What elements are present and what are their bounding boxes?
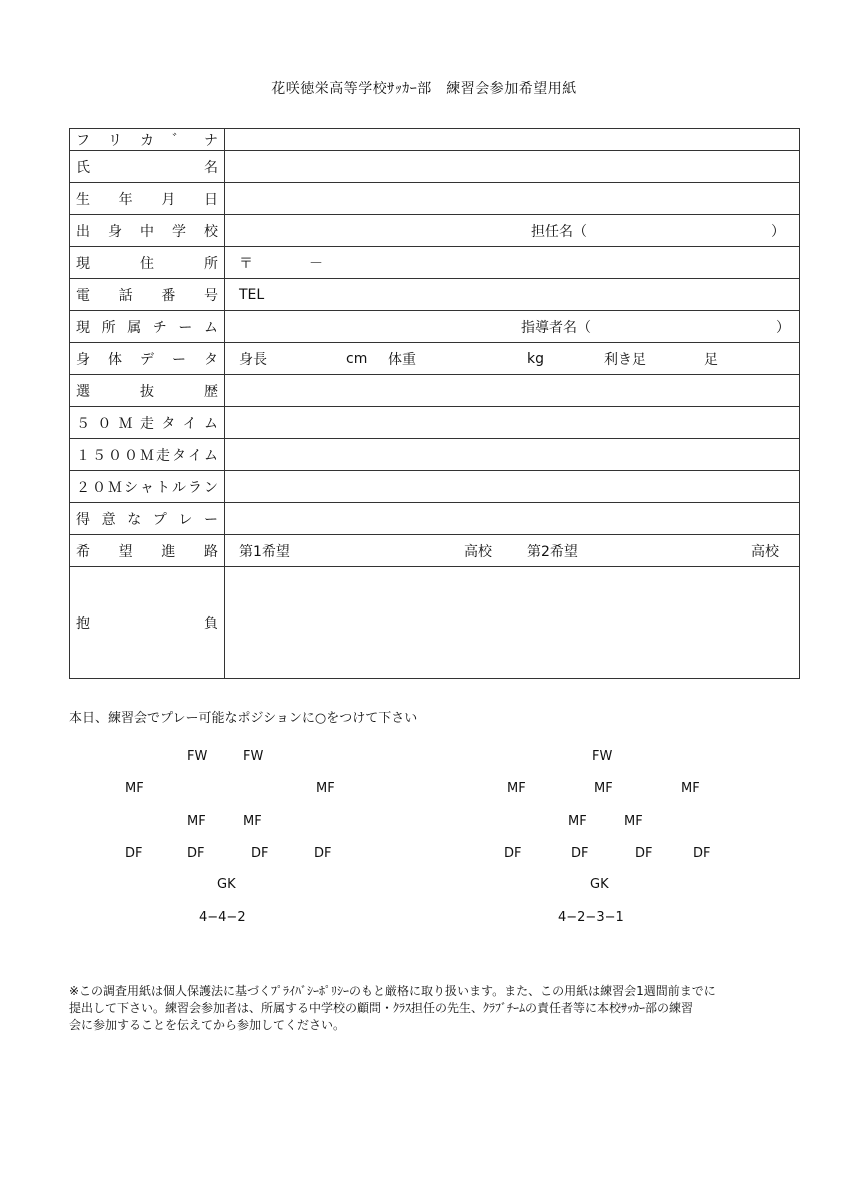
position-df-2[interactable]: DF <box>187 846 205 861</box>
row-label-char: 路 <box>203 543 218 560</box>
position-mf-top-1[interactable]: MF <box>507 781 526 796</box>
row-value-field[interactable] <box>225 215 800 247</box>
row-label-char: 氏 <box>76 159 90 176</box>
second-choice-label: 第2希望 <box>527 543 578 560</box>
row-value-field[interactable] <box>225 151 800 183</box>
position-df-4[interactable]: DF <box>693 846 711 861</box>
height-unit: cm <box>346 350 368 367</box>
first-choice-label: 第1希望 <box>239 543 290 560</box>
row-label-char: Ｍ <box>118 415 133 432</box>
row-label <box>70 129 225 151</box>
note-line-3: 会に参加することを伝えてから参加してください。 <box>69 1018 346 1032</box>
row-label-char: フ <box>76 132 90 149</box>
row-label-char: Ｍ <box>108 479 122 496</box>
form-row <box>70 407 800 439</box>
position-df-1[interactable]: DF <box>504 846 522 861</box>
row-label-char: カ <box>140 132 154 149</box>
row-label-char: 得 <box>76 511 90 528</box>
row-label <box>70 247 225 279</box>
position-instruction: 本日、練習会でプレー可能なポジションに○をつけて下さい <box>69 711 418 726</box>
note-line-2: 提出して下さい。練習会参加者は、所属する中学校の顧問・ｸﾗｽ担任の先生、ｸﾗﾌﾞﾁｰﾑの責任者等に本校ｻｯｶｰ部の練習 <box>69 1001 694 1015</box>
position-df-2[interactable]: DF <box>571 846 589 861</box>
row-label-char: プ <box>152 511 167 528</box>
form-row <box>70 535 800 567</box>
application-form-table <box>69 128 800 679</box>
row-value-field[interactable] <box>225 503 800 535</box>
form-row <box>70 375 800 407</box>
note-line-1: ※この調査用紙は個人保護法に基づくﾌﾟﾗｲﾊﾞｼｰﾎﾟﾘｼｰのもと厳格に取り扱います。また、この用紙は練習会1週間前までに <box>69 984 716 998</box>
position-fw-1[interactable]: FW <box>187 749 208 764</box>
row-label <box>70 215 225 247</box>
row-label-char: 現 <box>76 319 90 336</box>
row-label-char: 名 <box>204 159 218 176</box>
position-fw-2[interactable]: FW <box>243 749 264 764</box>
row-label-char: な <box>127 511 142 528</box>
school-suffix-2: 高校 <box>751 543 779 560</box>
coach-name-label: 指導者名（ <box>521 319 591 336</box>
page-title: 花咲徳栄高等学校ｻｯｶｰ部 練習会参加希望用紙 <box>271 81 577 97</box>
position-df-4[interactable]: DF <box>314 846 332 861</box>
row-label-char: 住 <box>140 255 154 272</box>
position-mf-center-2[interactable]: MF <box>243 814 262 829</box>
row-label <box>70 343 225 375</box>
row-label <box>70 567 225 679</box>
row-label-char: 走 <box>156 447 170 464</box>
row-label-char: ル <box>172 479 186 496</box>
row-label-char: ー <box>178 319 193 336</box>
row-label-char: ム <box>203 415 218 432</box>
row-label-char: 進 <box>161 543 176 560</box>
homeroom-teacher-label: 担任名（ <box>531 223 587 240</box>
row-label-char: デ <box>140 351 154 368</box>
row-label-char: ０ <box>92 479 106 496</box>
row-label-char: 意 <box>101 511 116 528</box>
row-value-field[interactable] <box>225 311 800 343</box>
row-label-char: ナ <box>204 132 218 149</box>
row-label-char: ５ <box>76 415 90 432</box>
row-label-char: タ <box>172 447 186 464</box>
position-mf-center-1[interactable]: MF <box>187 814 206 829</box>
row-label-char: ム <box>203 319 218 336</box>
row-label-char: 話 <box>118 287 133 304</box>
weight-label: 体重 <box>388 351 416 368</box>
weight-unit: kg <box>527 350 544 367</box>
row-label-char: 番 <box>161 287 176 304</box>
row-label-char: チ <box>152 319 167 336</box>
row-label-char: 負 <box>204 615 218 632</box>
row-value-field[interactable] <box>225 439 800 471</box>
row-label-char: 年 <box>118 191 133 208</box>
row-label <box>70 407 225 439</box>
position-mf-center-1[interactable]: MF <box>568 814 587 829</box>
row-label <box>70 151 225 183</box>
row-label-char: レ <box>178 511 193 528</box>
postal-dash: － <box>309 255 323 272</box>
tel-label: TEL <box>239 286 265 303</box>
row-value-field[interactable] <box>225 279 800 311</box>
row-label-char: ト <box>156 479 170 496</box>
row-label-char: リ <box>108 132 122 149</box>
row-label-char: ５ <box>92 447 106 464</box>
row-label <box>70 471 225 503</box>
row-value-field[interactable] <box>225 247 800 279</box>
row-label-char: 月 <box>161 191 176 208</box>
row-label-char: タ <box>161 415 176 432</box>
row-label-char: ０ <box>97 415 112 432</box>
form-row <box>70 343 800 375</box>
row-label-char: ０ <box>124 447 138 464</box>
position-df-1[interactable]: DF <box>125 846 143 861</box>
row-value-field[interactable] <box>225 183 800 215</box>
row-value-field[interactable] <box>225 535 800 567</box>
position-gk[interactable]: GK <box>590 877 609 892</box>
row-label-char: ャ <box>140 479 154 496</box>
form-row <box>70 439 800 471</box>
row-label <box>70 375 225 407</box>
row-label-char: １ <box>76 447 90 464</box>
form-row <box>70 183 800 215</box>
row-label-char: タ <box>204 351 218 368</box>
row-label-char: 希 <box>76 543 90 560</box>
position-mf-right[interactable]: MF <box>316 781 335 796</box>
row-label-char: 出 <box>76 223 90 240</box>
position-mf-top-2[interactable]: MF <box>594 781 613 796</box>
row-label-char: 身 <box>108 223 122 240</box>
row-label-char: イ <box>188 447 202 464</box>
row-label-char: ー <box>172 351 186 368</box>
formation-name: 4−4−2 <box>199 910 246 925</box>
row-label <box>70 503 225 535</box>
row-label-char: ゛ <box>172 132 186 149</box>
position-mf-left[interactable]: MF <box>125 781 144 796</box>
school-suffix-1: 高校 <box>464 543 492 560</box>
position-df-3[interactable]: DF <box>635 846 653 861</box>
row-label-char: 歴 <box>204 383 218 400</box>
row-label-char: Ｍ <box>140 447 154 464</box>
row-label-char: 抱 <box>76 615 90 632</box>
form-row <box>70 279 800 311</box>
row-value-field[interactable] <box>225 129 800 151</box>
form-row <box>70 247 800 279</box>
row-label-char: 選 <box>76 383 90 400</box>
row-label-char: 望 <box>118 543 133 560</box>
row-value-field[interactable] <box>225 343 800 375</box>
row-label-char: 身 <box>76 351 90 368</box>
row-label-char: 学 <box>172 223 186 240</box>
row-value-field[interactable] <box>225 567 800 679</box>
row-label <box>70 183 225 215</box>
row-label <box>70 535 225 567</box>
row-label <box>70 279 225 311</box>
row-label-char: 抜 <box>140 383 154 400</box>
position-df-3[interactable]: DF <box>251 846 269 861</box>
close-paren: ） <box>771 223 785 240</box>
row-label <box>70 439 225 471</box>
form-row <box>70 311 800 343</box>
row-label-char: 生 <box>76 191 90 208</box>
row-label-char: ム <box>204 447 218 464</box>
row-label-char: 所 <box>101 319 116 336</box>
position-gk[interactable]: GK <box>217 877 236 892</box>
position-fw-1[interactable]: FW <box>592 749 613 764</box>
form-row <box>70 567 800 679</box>
row-label-char: 日 <box>203 191 218 208</box>
row-label-char: ン <box>204 479 218 496</box>
row-label-char: イ <box>182 415 197 432</box>
row-label-char: 現 <box>76 255 90 272</box>
form-row <box>70 129 800 151</box>
formation-name: 4−2−3−1 <box>558 910 624 925</box>
row-label-char: 号 <box>203 287 218 304</box>
form-row <box>70 151 800 183</box>
row-label-char: シ <box>124 479 138 496</box>
row-label <box>70 311 225 343</box>
row-label-char: 属 <box>127 319 142 336</box>
close-paren: ） <box>776 319 790 336</box>
row-label-char: 電 <box>76 287 90 304</box>
position-mf-center-2[interactable]: MF <box>624 814 643 829</box>
row-value-field[interactable] <box>225 407 800 439</box>
row-label-char: ー <box>203 511 218 528</box>
dominant-foot-label: 利き足 <box>604 351 646 368</box>
row-label-char: 走 <box>139 415 154 432</box>
postal-mark: 〒 <box>239 255 253 272</box>
form-row <box>70 503 800 535</box>
form-row <box>70 215 800 247</box>
foot-unit: 足 <box>704 351 718 368</box>
row-label-char: ２ <box>76 479 90 496</box>
row-label-char: 体 <box>108 351 122 368</box>
row-label-char: 所 <box>204 255 218 272</box>
row-label-char: ０ <box>108 447 122 464</box>
form-row <box>70 471 800 503</box>
row-label-char: 中 <box>140 223 154 240</box>
row-value-field[interactable] <box>225 375 800 407</box>
row-value-field[interactable] <box>225 471 800 503</box>
height-label: 身長 <box>239 351 267 368</box>
row-label-char: 校 <box>204 223 218 240</box>
position-mf-top-3[interactable]: MF <box>681 781 700 796</box>
row-label-char: ラ <box>188 479 202 496</box>
